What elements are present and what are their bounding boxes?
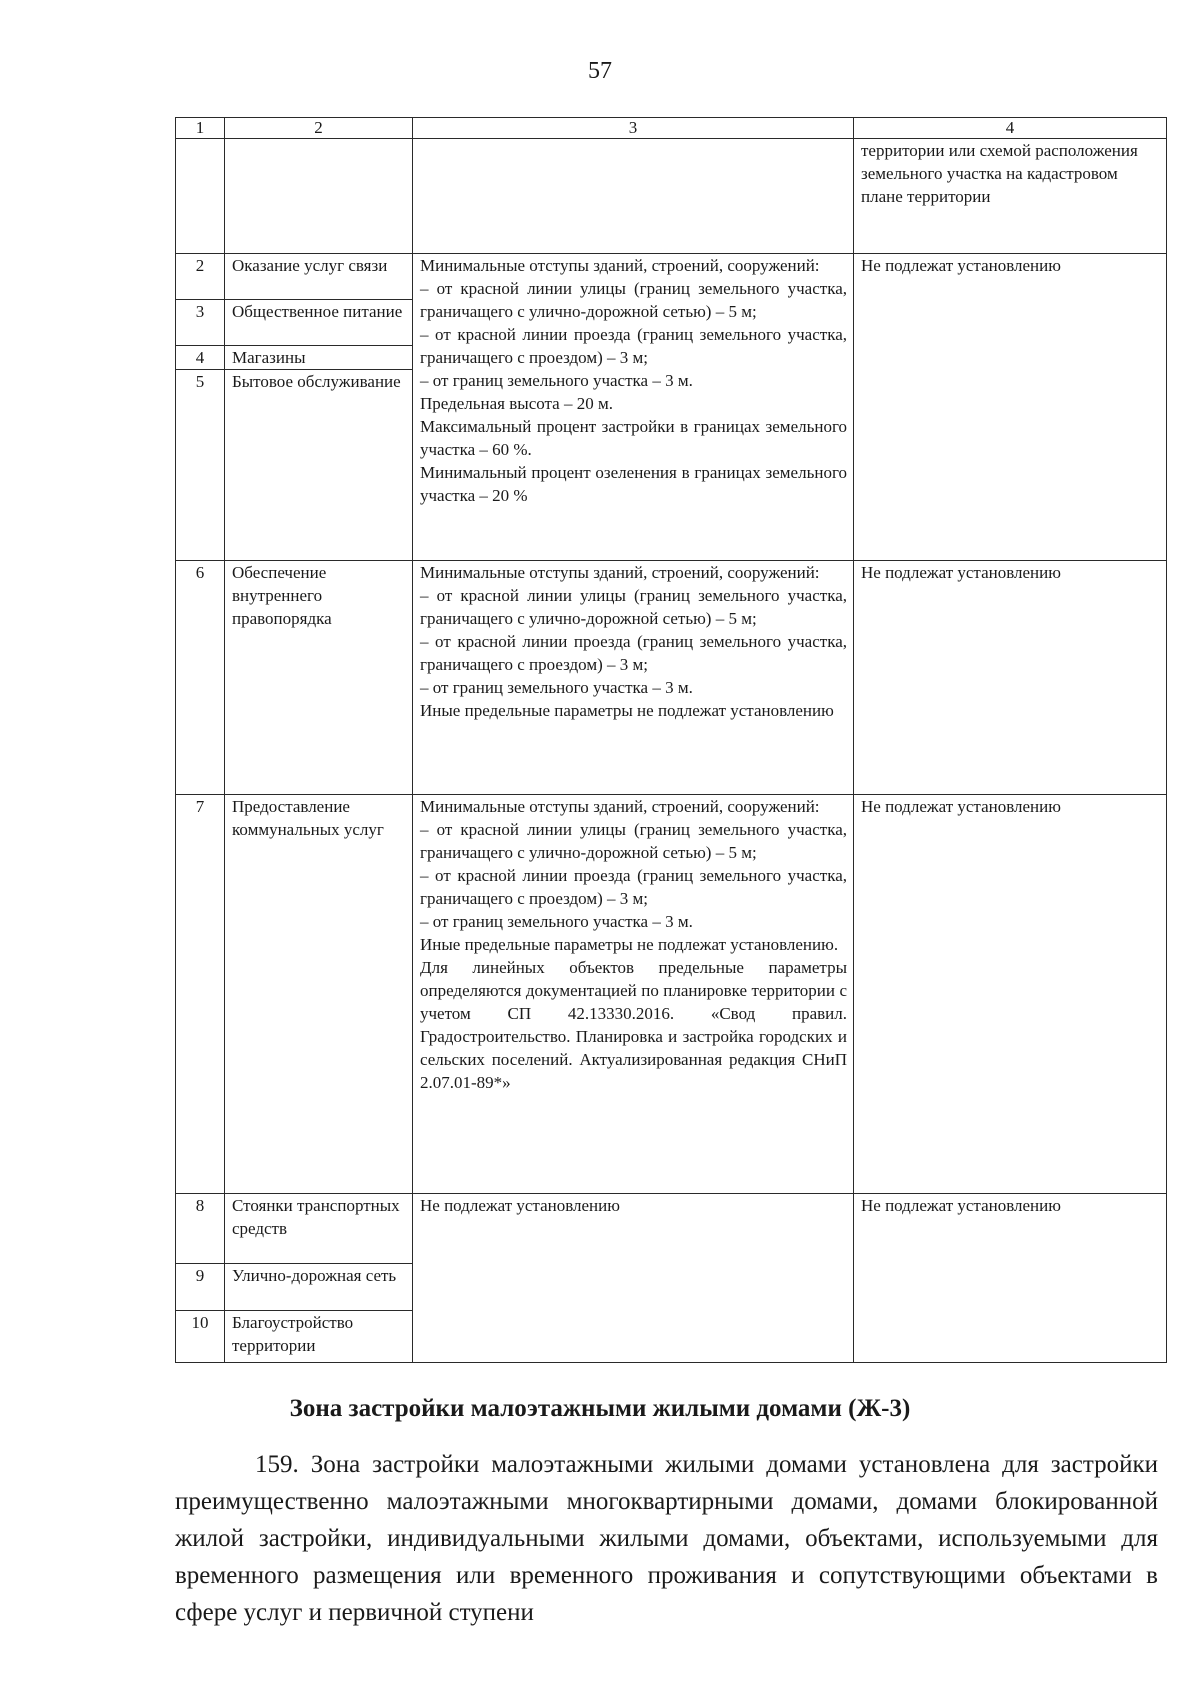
table-row-continuation <box>176 139 1167 254</box>
param-intro: Минимальные отступы зданий, строений, сооружений: <box>420 256 820 275</box>
row-number: 10 <box>176 1311 225 1363</box>
row-name: Предоставление коммунальных услуг <box>225 795 413 1194</box>
param-linear-objects: Для линейных объектов предельные параметры определяются документацией по планировке территории с учетом СП 42.13330.2016. «Свод правил. Градостроительство. Планировка и застройка городских и сельских поселений. Актуализированная редакция СНиП 2.07.01-89*» <box>420 958 847 1092</box>
row-number: 3 <box>176 300 225 346</box>
row-name: Бытовое обслуживание <box>225 370 413 561</box>
row-name: Оказание услуг связи <box>225 254 413 300</box>
param-max-height: Предельная высота – 20 м. <box>420 394 613 413</box>
row-name: Обеспечение внутреннего правопорядка <box>225 561 413 795</box>
header-col-3: 3 <box>413 118 854 139</box>
group-a-col4: Не подлежат установлению <box>854 254 1167 561</box>
group-b-col3: Не подлежат установлению <box>413 1194 854 1363</box>
continuation-text: территории или схемой расположения земельного участка на кадастровом плане территории <box>854 139 1167 254</box>
param-bounds-setback: – от границ земельного участка – 3 м. <box>420 678 693 697</box>
param-drive-setback: – от красной линии проезда (границ земельного участка, граничащего с проездом) – 3 м; <box>420 325 847 367</box>
header-col-1: 1 <box>176 118 225 139</box>
header-col-2: 2 <box>225 118 413 139</box>
params-cell-row6 <box>413 561 854 795</box>
table-row <box>176 1194 1167 1264</box>
param-intro: Минимальные отступы зданий, строений, сооружений: <box>420 797 820 816</box>
row-number: 7 <box>176 795 225 1194</box>
row-number: 2 <box>176 254 225 300</box>
param-max-build: Максимальный процент застройки в границах земельного участка – 60 %. <box>420 417 847 459</box>
table-row <box>176 795 1167 1194</box>
param-intro: Минимальные отступы зданий, строений, сооружений: <box>420 563 820 582</box>
param-bounds-setback: – от границ земельного участка – 3 м. <box>420 912 693 931</box>
param-street-setback: – от красной линии улицы (границ земельного участка, граничащего с улично-дорожной сетью) – 5 м; <box>420 820 847 862</box>
param-drive-setback: – от красной линии проезда (границ земельного участка, граничащего с проездом) – 3 м; <box>420 632 847 674</box>
row-number: 8 <box>176 1194 225 1264</box>
row-name: Благоустройство территории <box>225 1311 413 1363</box>
table-row <box>176 561 1167 795</box>
body-paragraph: 159. Зона застройки малоэтажными жилыми домами установлена для застройки преимущественно малоэтажными многоквартирными домами, домами блокированной жилой застройки, индивидуальными жилыми домами, объектами, используемыми для временного размещения или временного проживания и сопутствующими объектами в сфере услуг и первичной ступени <box>175 1451 1158 1626</box>
row-number: 5 <box>176 370 225 561</box>
row-name: Общественное питание <box>225 300 413 346</box>
params-cell-row7 <box>413 795 854 1194</box>
row6-col4: Не подлежат установлению <box>854 561 1167 795</box>
row-number: 4 <box>176 346 225 370</box>
param-min-green: Минимальный процент озеленения в границах земельного участка – 20 % <box>420 463 847 505</box>
param-drive-setback: – от красной линии проезда (границ земельного участка, граничащего с проездом) – 3 м; <box>420 866 847 908</box>
param-street-setback: – от красной линии улицы (границ земельного участка, граничащего с улично-дорожной сетью) – 5 м; <box>420 279 847 321</box>
row-name: Улично-дорожная сеть <box>225 1264 413 1311</box>
section-heading: Зона застройки малоэтажными жилыми домами (Ж-3) <box>289 1395 911 1422</box>
page-number: 57 <box>588 58 612 84</box>
param-other: Иные предельные параметры не подлежат установлению <box>420 701 834 720</box>
row-name: Стоянки транспортных средств <box>225 1194 413 1264</box>
param-bounds-setback: – от границ земельного участка – 3 м. <box>420 371 693 390</box>
row-name: Магазины <box>225 346 413 370</box>
row-number: 9 <box>176 1264 225 1311</box>
param-street-setback: – от красной линии улицы (границ земельного участка, граничащего с улично-дорожной сетью) – 5 м; <box>420 586 847 628</box>
table-header-row <box>176 118 1167 139</box>
regulations-table <box>175 117 1167 1363</box>
header-col-4: 4 <box>854 118 1167 139</box>
row7-col4: Не подлежат установлению <box>854 795 1167 1194</box>
table-row <box>176 254 1167 300</box>
params-cell-group-a <box>413 254 854 561</box>
row-number: 6 <box>176 561 225 795</box>
param-other: Иные предельные параметры не подлежат установлению. <box>420 935 839 954</box>
group-b-col4: Не подлежат установлению <box>854 1194 1167 1363</box>
